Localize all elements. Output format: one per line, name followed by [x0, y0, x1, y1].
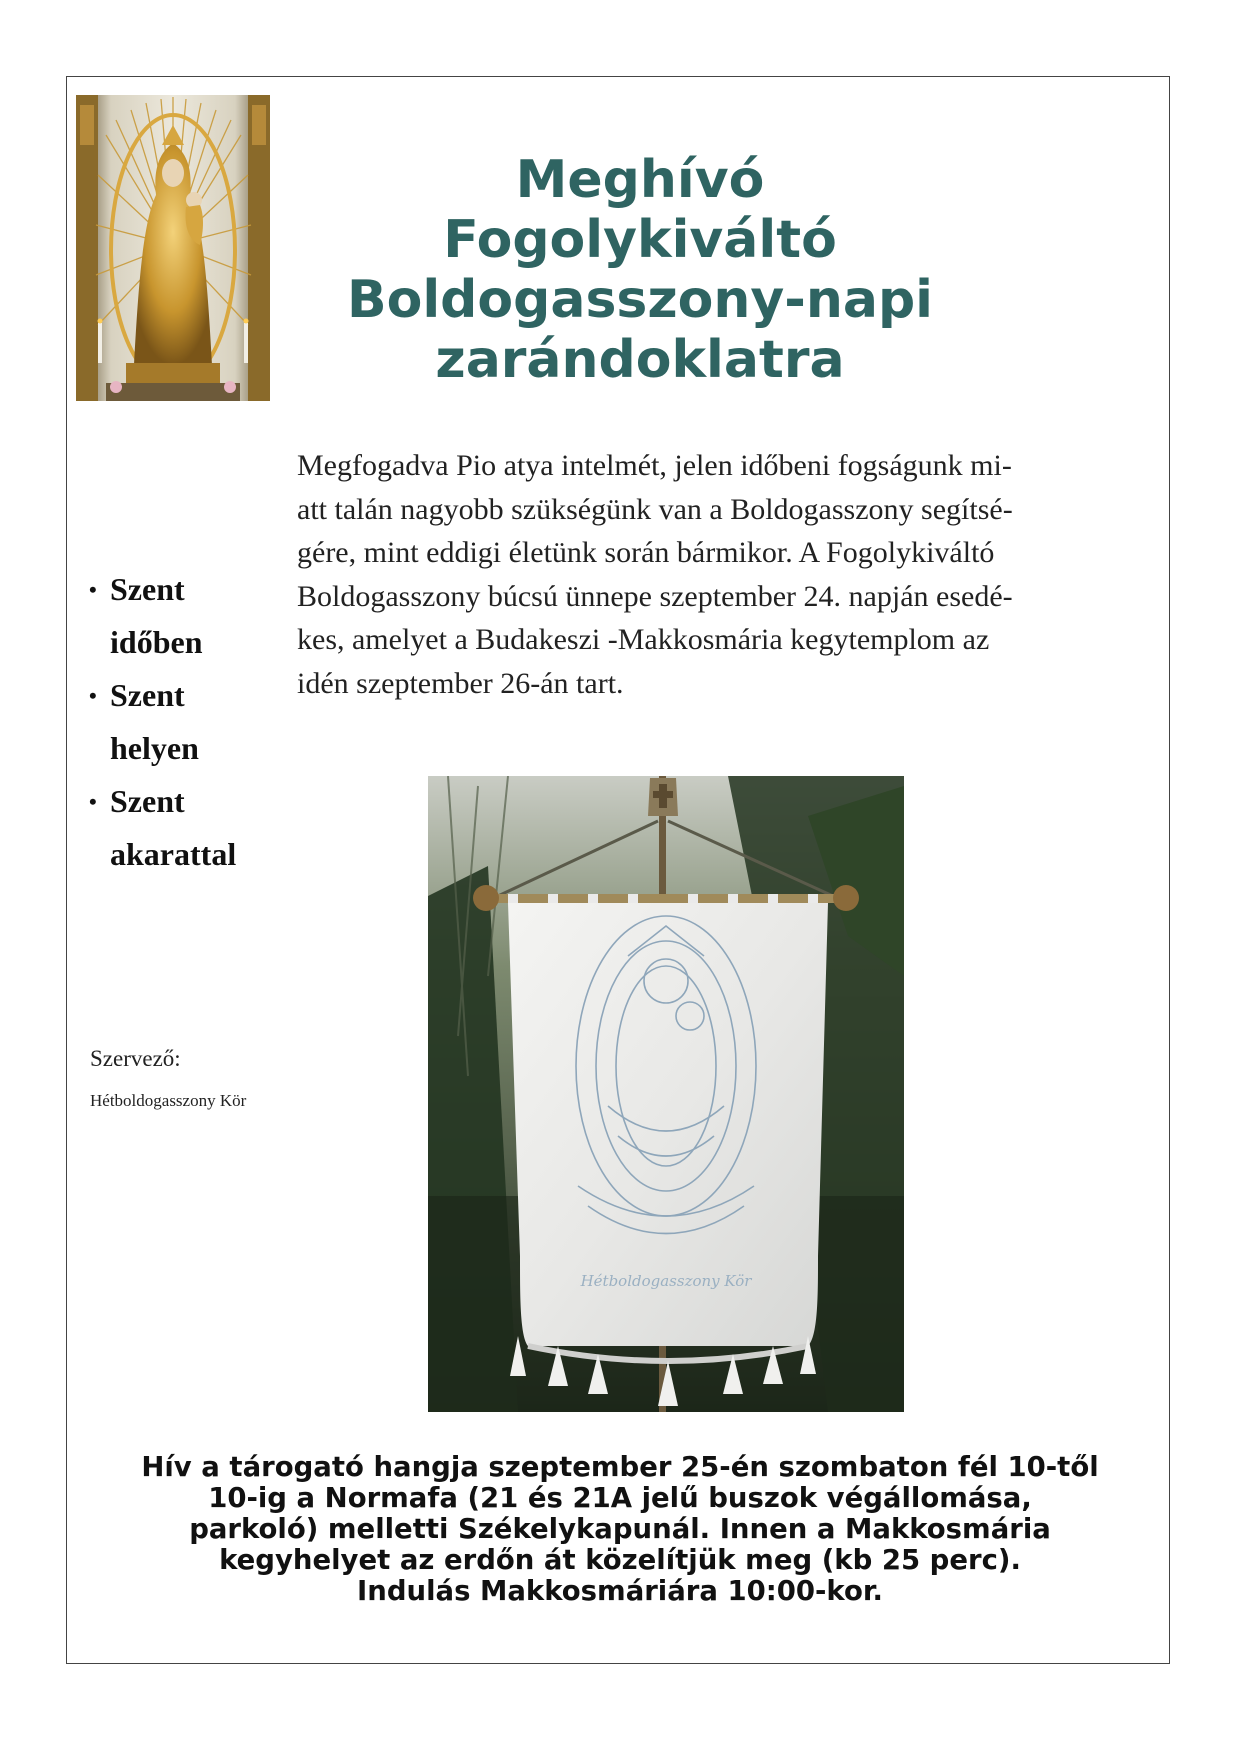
organizer-label: Szervező:	[90, 1046, 181, 1071]
intro-line: Megfogadva Pio atya intelmét, jelen időbeni fogságunk mi-	[297, 449, 1012, 482]
intro-line: att talán nagyobb szükségünk van a Boldogasszony segítsé-	[297, 492, 1013, 526]
list-item	[84, 563, 284, 669]
event-details-line: parkoló) melletti Székelykapunál. Innen a Makkosmária	[189, 1513, 1051, 1545]
event-details-line: Hív a tárogató hangja szeptember 25-én szombaton fél 10-től	[141, 1451, 1099, 1483]
title-line: Fogolykiváltó	[443, 210, 837, 270]
organizer-name: Hétboldogasszony Kör	[90, 1091, 247, 1110]
bullet-icon: •	[89, 789, 97, 814]
intro-paragraph	[297, 444, 1127, 706]
title-line: Meghívó	[515, 150, 765, 210]
intro-line: gére, mint eddigi életünk során bármikor. A Fogolykiváltó	[297, 536, 995, 570]
banner-photo	[428, 776, 904, 1412]
list-item-line: akarattal	[110, 836, 237, 872]
list-item-line: Szent	[110, 677, 185, 713]
banner-embroidery-text: Hétboldogasszony Kör	[580, 1272, 752, 1290]
list-item	[84, 669, 284, 775]
page-title	[280, 150, 1000, 390]
intro-line: Boldogasszony búcsú ünnepe szeptember 24. napján esedé-	[297, 579, 1013, 613]
event-details-line: Indulás Makkosmáriára 10:00-kor.	[357, 1575, 883, 1607]
bullet-icon: •	[89, 683, 97, 708]
event-details-line: kegyhelyet az erdőn át közelítjük meg (kb 25 perc).	[219, 1544, 1021, 1576]
list-item-line: Szent	[110, 783, 185, 819]
list-item	[84, 775, 284, 881]
motto-list	[84, 563, 284, 881]
list-item-line: helyen	[110, 730, 199, 766]
list-item-line: időben	[110, 624, 203, 660]
bullet-icon: •	[89, 577, 97, 602]
intro-line: idén szeptember 26-án tart.	[297, 666, 624, 700]
title-line: zarándoklatra	[435, 330, 845, 390]
madonna-statue-image	[76, 95, 270, 401]
intro-line: kes, amelyet a Budakeszi -Makkosmária kegytemplom az	[297, 623, 990, 657]
event-details	[80, 1452, 1160, 1607]
event-details-line: 10-ig a Normafa (21 és 21A jelű buszok végállomása,	[208, 1482, 1032, 1514]
list-item-line: Szent	[110, 571, 185, 607]
title-line: Boldogasszony-napi	[347, 270, 933, 330]
